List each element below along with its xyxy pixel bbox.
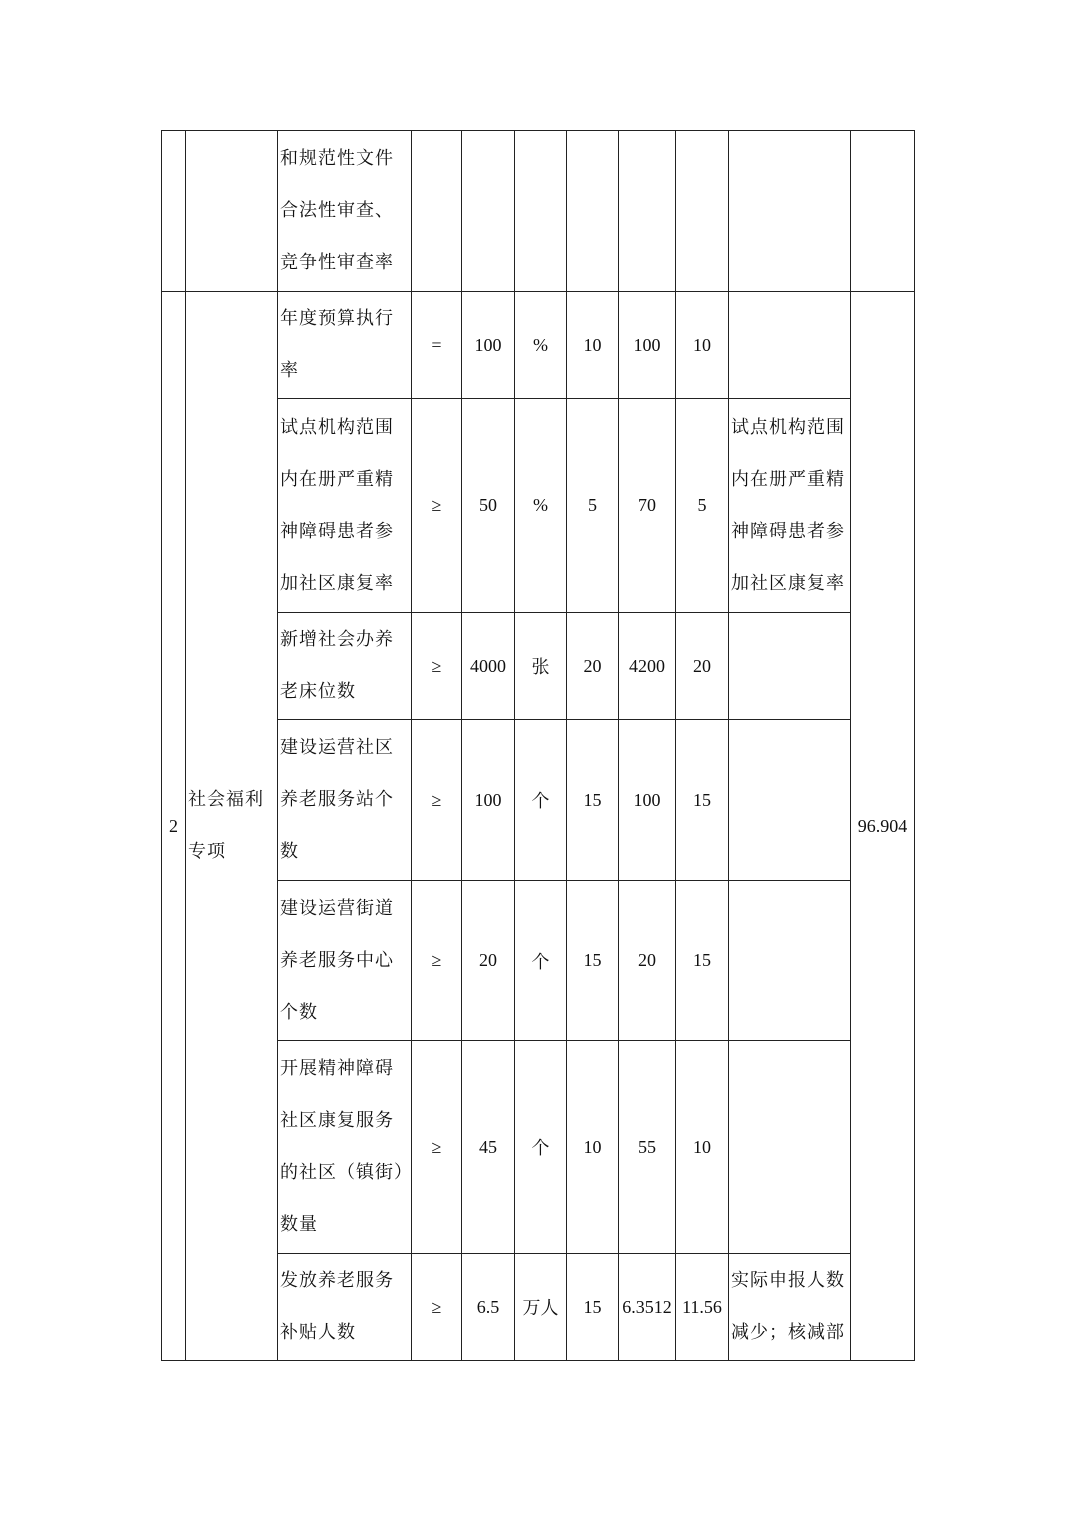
project-cell-empty <box>186 131 278 292</box>
actual-cell: 55 <box>619 1041 676 1254</box>
note-cell: 试点机构范围内在册严重精神障碍患者参加社区康复率 <box>729 399 851 613</box>
actual-cell: 70 <box>619 399 676 613</box>
op-cell: = <box>412 292 462 399</box>
total-cell-empty <box>851 131 915 292</box>
actual-cell: 20 <box>619 881 676 1041</box>
actual-cell: 6.3512 <box>619 1254 676 1361</box>
op-cell-empty <box>412 131 462 292</box>
score-cell: 20 <box>676 613 729 720</box>
target-cell: 6.5 <box>462 1254 515 1361</box>
op-cell: ≥ <box>412 1254 462 1361</box>
score-cell: 10 <box>676 1041 729 1254</box>
target-cell: 45 <box>462 1041 515 1254</box>
seq-cell: 2 <box>162 292 186 1361</box>
table-row <box>162 292 915 399</box>
target-cell: 50 <box>462 399 515 613</box>
actual-cell-empty <box>619 131 676 292</box>
indicator-cell: 试点机构范围内在册严重精神障碍患者参加社区康复率 <box>278 399 412 613</box>
actual-cell: 100 <box>619 292 676 399</box>
actual-cell: 4200 <box>619 613 676 720</box>
weight-cell: 15 <box>567 720 619 881</box>
note-cell <box>729 720 851 881</box>
weight-cell: 10 <box>567 1041 619 1254</box>
score-cell: 5 <box>676 399 729 613</box>
indicator-cell: 发放养老服务补贴人数 <box>278 1254 412 1361</box>
target-cell-empty <box>462 131 515 292</box>
weight-cell: 20 <box>567 613 619 720</box>
unit-cell: 个 <box>515 881 567 1041</box>
target-cell: 4000 <box>462 613 515 720</box>
weight-cell-empty <box>567 131 619 292</box>
indicator-cell: 建设运营街道养老服务中心个数 <box>278 881 412 1041</box>
weight-cell: 15 <box>567 881 619 1041</box>
seq-cell-empty <box>162 131 186 292</box>
evaluation-table <box>161 130 915 1361</box>
unit-cell: 万人 <box>515 1254 567 1361</box>
total-score-cell: 96.904 <box>851 292 915 1361</box>
actual-cell: 100 <box>619 720 676 881</box>
op-cell: ≥ <box>412 881 462 1041</box>
score-cell: 15 <box>676 881 729 1041</box>
score-cell: 11.56 <box>676 1254 729 1361</box>
unit-cell: 个 <box>515 720 567 881</box>
score-cell-empty <box>676 131 729 292</box>
target-cell: 100 <box>462 292 515 399</box>
note-cell <box>729 292 851 399</box>
weight-cell: 5 <box>567 399 619 613</box>
project-cell: 社会福利专项 <box>186 292 278 1361</box>
weight-cell: 10 <box>567 292 619 399</box>
weight-cell: 15 <box>567 1254 619 1361</box>
note-cell <box>729 881 851 1041</box>
unit-cell: % <box>515 399 567 613</box>
note-cell-empty <box>729 131 851 292</box>
unit-cell-empty <box>515 131 567 292</box>
op-cell: ≥ <box>412 399 462 613</box>
indicator-cell: 新增社会办养老床位数 <box>278 613 412 720</box>
note-cell <box>729 1041 851 1254</box>
indicator-cell: 年度预算执行率 <box>278 292 412 399</box>
unit-cell: 个 <box>515 1041 567 1254</box>
target-cell: 20 <box>462 881 515 1041</box>
indicator-cell: 和规范性文件合法性审查、竞争性审查率 <box>278 131 412 292</box>
score-cell: 10 <box>676 292 729 399</box>
note-cell <box>729 613 851 720</box>
note-cell: 实际申报人数减少；核减部 <box>729 1254 851 1361</box>
op-cell: ≥ <box>412 613 462 720</box>
target-cell: 100 <box>462 720 515 881</box>
unit-cell: 张 <box>515 613 567 720</box>
op-cell: ≥ <box>412 720 462 881</box>
indicator-cell: 建设运营社区养老服务站个数 <box>278 720 412 881</box>
table-row-continued <box>162 131 915 292</box>
indicator-cell: 开展精神障碍社区康复服务的社区（镇街）数量 <box>278 1041 412 1254</box>
unit-cell: % <box>515 292 567 399</box>
score-cell: 15 <box>676 720 729 881</box>
op-cell: ≥ <box>412 1041 462 1254</box>
